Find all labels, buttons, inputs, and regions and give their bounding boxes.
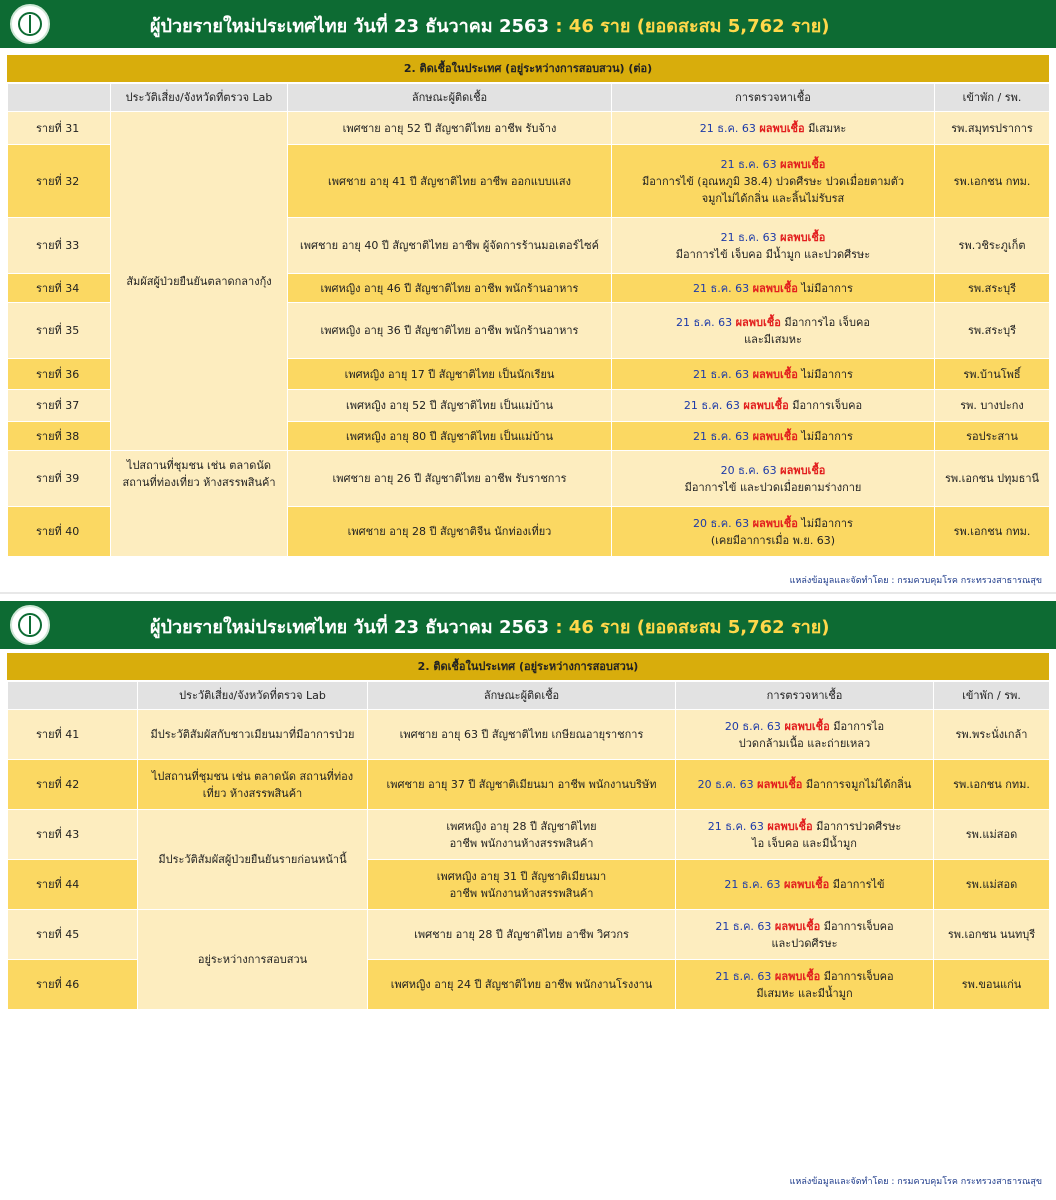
hospital: รพ.วชิระภูเก็ต	[935, 218, 1050, 274]
test-date: 21 ธ.ค. 63	[693, 367, 750, 381]
positive-result: ผลพบเชื้อ	[752, 367, 798, 381]
hospital: รอประสาน	[935, 422, 1050, 451]
symptoms: ไม่มีอาการ	[801, 516, 853, 530]
header-blank	[8, 84, 111, 112]
test-date: 21 ธ.ค. 63	[676, 315, 733, 329]
risk-history: ไปสถานที่ชุมชน เช่น ตลาดนัด สถานที่ท่องเที่ยว ห้างสรรพสินค้า	[111, 451, 288, 557]
test-date: 20 ธ.ค. 63	[697, 778, 754, 791]
case-id: รายที่ 36	[8, 359, 111, 390]
patient-profile: เพศหญิง อายุ 46 ปี สัญชาติไทย อาชีพ พนักร้านอาหาร	[288, 274, 612, 303]
test-date: 21 ธ.ค. 63	[693, 281, 750, 295]
header-risk: ประวัติเสี่ยง/จังหวัดที่ตรวจ Lab	[138, 682, 368, 710]
test-result	[612, 451, 935, 507]
header-profile: ลักษณะผู้ติดเชื้อ	[368, 682, 676, 710]
hospital: รพ.สระบุรี	[935, 274, 1050, 303]
symptoms: มีอาการไข้	[832, 878, 885, 891]
patient-occupation: อาชีพ พนักงานห้างสรรพสินค้า	[449, 836, 594, 850]
symptoms-cont: มีเสมหะ และมีน้ำมูก	[756, 986, 853, 1000]
positive-result: ผลพบเชื้อ	[783, 878, 830, 891]
patient-profile: เพศหญิง อายุ 28 ปี สัญชาติไทย อาชีพ พนักงานห้างสรรพสินค้า	[368, 810, 676, 860]
patient-profile: เพศชาย อายุ 40 ปี สัญชาติไทย อาชีพ ผู้จัดการร้านมอเตอร์ไซค์	[288, 218, 612, 274]
table-row	[8, 710, 1050, 760]
report-title: ผู้ป่วยรายใหม่ประเทศไทย วันที่ 23 ธันวาคม 2563 : 46 ราย (ยอดสะสม 5,762 ราย)	[150, 16, 830, 37]
symptoms: มีอาการไอ เจ็บคอ	[784, 315, 870, 329]
header-blank	[8, 682, 138, 710]
symptoms: มีอาการจมูกไม่ได้กลิ่น	[805, 778, 912, 791]
test-date: 20 ธ.ค. 63	[693, 516, 750, 530]
patient-occupation: อาชีพ พนักงานห้างสรรพสินค้า	[449, 886, 594, 900]
test-result	[612, 359, 935, 390]
case-id: รายที่ 33	[8, 218, 111, 274]
divider	[0, 592, 1056, 594]
symptoms: มีอาการไข้ และปวดเมื่อยตามร่างกาย	[684, 480, 862, 494]
header-test: การตรวจหาเชื้อ	[612, 84, 935, 112]
positive-result: ผลพบเชื้อ	[774, 919, 821, 933]
test-result	[676, 760, 934, 810]
symptoms: มีอาการเจ็บคอ	[792, 399, 863, 412]
patient-profile: เพศหญิง อายุ 31 ปี สัญชาติเมียนมา อาชีพ พนักงานห้างสรรพสินค้า	[368, 860, 676, 910]
report-banner	[0, 601, 1056, 649]
test-result	[676, 910, 934, 960]
table-row	[8, 112, 1050, 145]
risk-history: มีประวัติสัมผัสผู้ป่วยยืนยันรายก่อนหน้านี้	[138, 810, 368, 910]
hospital: รพ. บางปะกง	[935, 390, 1050, 422]
cases-table	[7, 83, 1050, 557]
positive-result: ผลพบเชื้อ	[752, 281, 798, 295]
case-id: รายที่ 46	[8, 960, 138, 1010]
case-count: : 46 ราย (ยอดสะสม 5,762 ราย)	[555, 617, 830, 638]
cases-table	[7, 681, 1050, 1010]
symptoms: มีอาการเจ็บคอ	[823, 919, 894, 933]
patient-profile: เพศชาย อายุ 26 ปี สัญชาติไทย อาชีพ รับราชการ	[288, 451, 612, 507]
symptoms: ไม่มีอาการ	[801, 429, 853, 443]
table-row	[8, 910, 1050, 960]
risk-history: ไปสถานที่ชุมชน เช่น ตลาดนัด สถานที่ท่องเที่ยว ห้างสรรพสินค้า	[138, 760, 368, 810]
hospital: รพ.สมุทรปราการ	[935, 112, 1050, 145]
section-title: 2. ติดเชื้อในประเทศ (อยู่ระหว่างการสอบสวน) (ต่อ)	[7, 55, 1049, 82]
positive-result: ผลพบเชื้อ	[759, 121, 805, 135]
patient-profile: เพศหญิง อายุ 52 ปี สัญชาติไทย เป็นแม่บ้าน	[288, 390, 612, 422]
positive-result: ผลพบเชื้อ	[752, 429, 798, 443]
hospital: รพ.เอกชน กทม.	[935, 507, 1050, 557]
case-id: รายที่ 39	[8, 451, 111, 507]
symptoms: ไม่มีอาการ	[801, 367, 853, 381]
symptoms-cont: (เคยมีอาการเมื่อ พ.ย. 63)	[710, 533, 836, 547]
hospital: รพ.เอกชน นนทบุรี	[934, 910, 1050, 960]
case-id: รายที่ 45	[8, 910, 138, 960]
test-date: 20 ธ.ค. 63	[724, 719, 781, 733]
risk-history: มีประวัติสัมผัสกับชาวเมียนมาที่มีอาการป่วย	[138, 710, 368, 760]
section-title: 2. ติดเชื้อในประเทศ (อยู่ระหว่างการสอบสวน)	[7, 653, 1049, 680]
test-date: 20 ธ.ค. 63	[720, 463, 777, 477]
table-header	[8, 682, 1050, 710]
test-date: 21 ธ.ค. 63	[693, 429, 750, 443]
positive-result: ผลพบเชื้อ	[735, 315, 781, 329]
header-risk: ประวัติเสี่ยง/จังหวัดที่ตรวจ Lab	[111, 84, 288, 112]
test-result	[612, 507, 935, 557]
case-id: รายที่ 40	[8, 507, 111, 557]
patient-profile: เพศชาย อายุ 37 ปี สัญชาติเมียนมา อาชีพ พนักงานบริษัท	[368, 760, 676, 810]
test-result	[612, 303, 935, 359]
case-id: รายที่ 34	[8, 274, 111, 303]
symptoms: มีอาการไอ	[833, 719, 885, 733]
symptoms-cont: จมูกไม่ได้กลิ่น และลิ้นไม่รับรส	[701, 191, 845, 205]
positive-result: ผลพบเชื้อ	[780, 230, 826, 244]
case-id: รายที่ 31	[8, 112, 111, 145]
patient-profile: เพศชาย อายุ 41 ปี สัญชาติไทย อาชีพ ออกแบบแสง	[288, 145, 612, 218]
patient-profile: เพศหญิง อายุ 80 ปี สัญชาติไทย เป็นแม่บ้าน	[288, 422, 612, 451]
header-hospital: เข้าพัก / รพ.	[934, 682, 1050, 710]
symptoms-cont: ปวดกล้ามเนื้อ และถ่ายเหลว	[738, 736, 871, 750]
test-result	[612, 274, 935, 303]
symptoms-cont: และปวดศีรษะ	[771, 936, 838, 950]
case-id: รายที่ 42	[8, 760, 138, 810]
ministry-logo-icon	[10, 605, 50, 645]
test-date: 21 ธ.ค. 63	[720, 230, 777, 244]
patient-profile: เพศหญิง อายุ 36 ปี สัญชาติไทย อาชีพ พนักร้านอาหาร	[288, 303, 612, 359]
symptoms-cont: และมีเสมหะ	[744, 332, 802, 346]
symptoms: มีอาการไข้ เจ็บคอ มีน้ำมูก และปวดศีรษะ	[675, 247, 871, 261]
symptoms: มีอาการไข้ (อุณหภูมิ 38.4) ปวดศีรษะ ปวดเมื่อยตามตัว	[641, 174, 905, 188]
case-id: รายที่ 32	[8, 145, 111, 218]
test-date: 21 ธ.ค. 63	[715, 919, 772, 933]
risk-history: อยู่ระหว่างการสอบสวน	[138, 910, 368, 1010]
symptoms: มีอาการเจ็บคอ	[823, 969, 894, 983]
hospital: รพ.เอกชน กทม.	[934, 760, 1050, 810]
test-date: 21 ธ.ค. 63	[724, 878, 781, 891]
hospital: รพ.ขอนแก่น	[934, 960, 1050, 1010]
table-row	[8, 760, 1050, 810]
case-id: รายที่ 37	[8, 390, 111, 422]
test-date: 21 ธ.ค. 63	[683, 399, 740, 412]
case-id: รายที่ 44	[8, 860, 138, 910]
patient-profile: เพศชาย อายุ 52 ปี สัญชาติไทย อาชีพ รับจ้าง	[288, 112, 612, 145]
patient-profile: เพศชาย อายุ 63 ปี สัญชาติไทย เกษียณอายุราชการ	[368, 710, 676, 760]
hospital: รพ.แม่สอด	[934, 860, 1050, 910]
test-result	[676, 960, 934, 1010]
symptoms: ไม่มีอาการ	[801, 281, 853, 295]
risk-history: สัมผัสผู้ป่วยยืนยันตลาดกลางกุ้ง	[111, 112, 288, 451]
hospital: รพ.แม่สอด	[934, 810, 1050, 860]
source-note: แหล่งข้อมูลและจัดทำโดย : กรมควบคุมโรค กระทรวงสาธารณสุข	[789, 1177, 1042, 1187]
positive-result: ผลพบเชื้อ	[767, 819, 813, 833]
patient-profile: เพศหญิง อายุ 24 ปี สัญชาติไทย อาชีพ พนักงานโรงงาน	[368, 960, 676, 1010]
symptoms: มีเสมหะ	[808, 121, 847, 135]
positive-result: ผลพบเชื้อ	[774, 969, 821, 983]
positive-result: ผลพบเชื้อ	[752, 516, 798, 530]
patient-profile: เพศชาย อายุ 28 ปี สัญชาติไทย อาชีพ วิศวกร	[368, 910, 676, 960]
test-result	[676, 710, 934, 760]
test-date: 21 ธ.ค. 63	[707, 819, 764, 833]
positive-result: ผลพบเชื้อ	[780, 157, 826, 171]
report-title: ผู้ป่วยรายใหม่ประเทศไทย วันที่ 23 ธันวาคม 2563 : 46 ราย (ยอดสะสม 5,762 ราย)	[150, 617, 830, 638]
report-banner	[0, 0, 1056, 48]
test-date: 21 ธ.ค. 63	[715, 969, 772, 983]
symptoms: มีอาการปวดศีรษะ	[816, 819, 902, 833]
patient-profile: เพศหญิง อายุ 17 ปี สัญชาติไทย เป็นนักเรียน	[288, 359, 612, 390]
table-header	[8, 84, 1050, 112]
test-result	[612, 145, 935, 218]
positive-result: ผลพบเชื้อ	[743, 399, 789, 412]
case-count: : 46 ราย (ยอดสะสม 5,762 ราย)	[555, 16, 830, 37]
table-row	[8, 810, 1050, 860]
header-test: การตรวจหาเชื้อ	[676, 682, 934, 710]
symptoms-cont: ไอ เจ็บคอ และมีน้ำมูก	[752, 836, 857, 850]
test-result	[676, 810, 934, 860]
test-result	[612, 390, 935, 422]
test-result	[612, 218, 935, 274]
test-date: 21 ธ.ค. 63	[720, 157, 777, 171]
case-id: รายที่ 41	[8, 710, 138, 760]
header-hospital: เข้าพัก / รพ.	[935, 84, 1050, 112]
header-profile: ลักษณะผู้ติดเชื้อ	[288, 84, 612, 112]
case-id: รายที่ 35	[8, 303, 111, 359]
hospital: รพ.พระนั่งเกล้า	[934, 710, 1050, 760]
test-result	[612, 112, 935, 145]
test-result	[612, 422, 935, 451]
hospital: รพ.เอกชน ปทุมธานี	[935, 451, 1050, 507]
case-id: รายที่ 43	[8, 810, 138, 860]
positive-result: ผลพบเชื้อ	[780, 463, 826, 477]
ministry-logo-icon	[10, 4, 50, 44]
hospital: รพ.เอกชน กทม.	[935, 145, 1050, 218]
source-note: แหล่งข้อมูลและจัดทำโดย : กรมควบคุมโรค กระทรวงสาธารณสุข	[789, 576, 1042, 586]
hospital: รพ.บ้านโพธิ์	[935, 359, 1050, 390]
hospital: รพ.สระบุรี	[935, 303, 1050, 359]
patient-profile: เพศชาย อายุ 28 ปี สัญชาติจีน นักท่องเที่ยว	[288, 507, 612, 557]
test-result	[676, 860, 934, 910]
positive-result: ผลพบเชื้อ	[784, 719, 830, 733]
table-row	[8, 451, 1050, 507]
positive-result: ผลพบเชื้อ	[757, 778, 803, 791]
test-date: 21 ธ.ค. 63	[699, 121, 756, 135]
case-id: รายที่ 38	[8, 422, 111, 451]
